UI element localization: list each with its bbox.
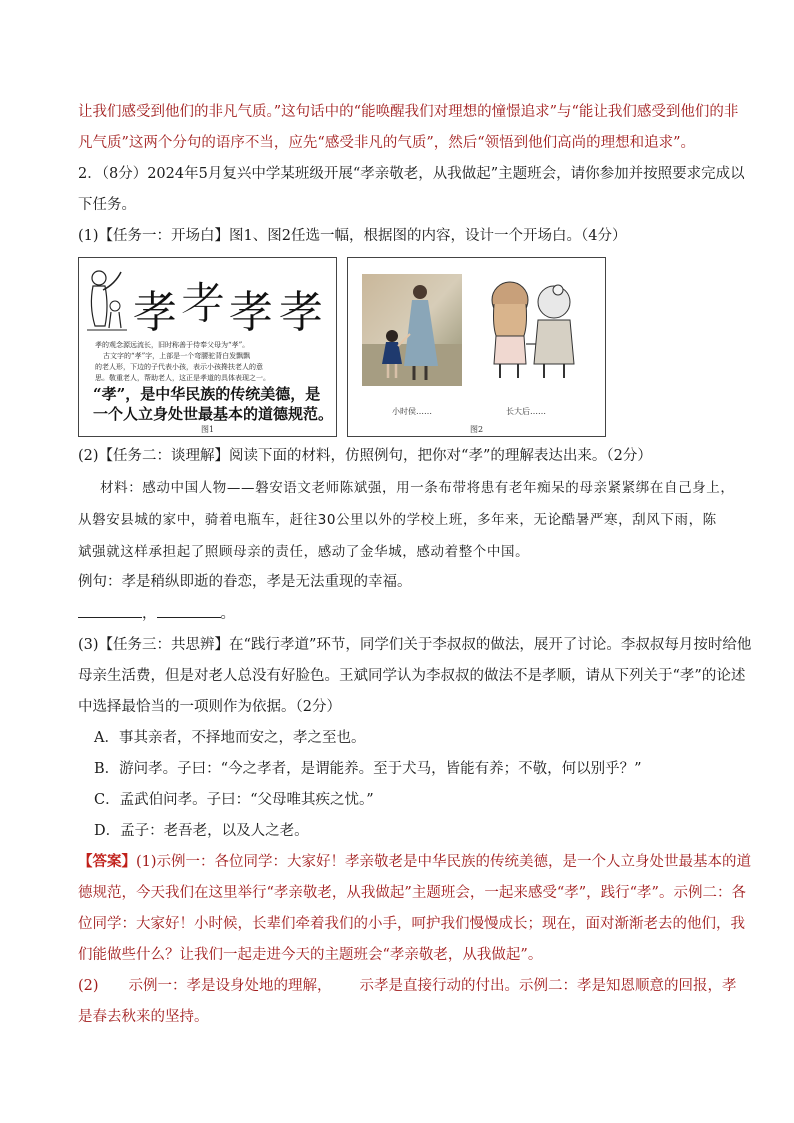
- task2-prompt: (2)【任务二：谈理解】阅读下面的材料，仿照例句，把你对“孝”的理解表达出来。（2分）: [78, 448, 652, 464]
- answer-part-2-label: (2): [78, 978, 99, 994]
- blank-2[interactable]: [157, 605, 221, 618]
- prev-answer-line-2: 凡气质”这两个分句的语序不当，应先“感受非凡的气质”，然后“领悟到他们高尚的理想和追求”。: [78, 135, 696, 151]
- answer-text-1: (1)示例一：各位同学：大家好！孝亲敬老是中华民族的传统美德，是一个人立身处世最基本的道: [136, 854, 752, 870]
- option-c: C．孟武伯问孝。子曰：“父母唯其疾之忧。”: [94, 792, 374, 808]
- answer-example-1: 示例一：孝是设身处地的理解，: [128, 978, 332, 994]
- fig1-small-text-2: 古文字的“孝”字，上部是一个弯腰驼背白发飘飘: [103, 352, 251, 360]
- figure-1: [78, 257, 337, 437]
- answer-line-2: 德规范，今天我们在这里举行“孝亲敬老，从我做起”主题班会，一起来感受“孝”，践行“孝”。示例二：各: [78, 885, 746, 901]
- seal-char-4: 孝: [279, 287, 323, 338]
- mother-daughter-photo: [362, 274, 462, 386]
- question-stem-line-2: 下任务。: [78, 197, 136, 213]
- blank-separator: ，: [142, 606, 157, 622]
- answer-example-2: 示孝是直接行动的付出。示例二：孝是知恩顺意的回报，孝: [359, 978, 737, 994]
- answer-tag: 【答案】: [78, 853, 136, 870]
- option-d: D．孟子：老吾老，以及人之老。: [94, 823, 309, 839]
- example-sentence: 例句：孝是稍纵即逝的眷恋，孝是无法重现的幸福。: [78, 574, 412, 590]
- task3-line-2: 母亲生活费，但是对老人总没有好脸色。王斌同学认为李叔叔的做法不是孝顺，请从下列关于“孝”的论述: [78, 668, 746, 684]
- fig1-small-text-1: 孝的观念源远流长，旧时称善于侍奉父母为“孝”。: [95, 341, 250, 349]
- grown-daughter-elder-illustration: [476, 274, 584, 384]
- answer-line-5: [78, 976, 737, 996]
- task1-prompt: (1)【任务一：开场白】图1、图2任选一幅，根据图的内容，设计一个开场白。（4分）: [78, 228, 627, 244]
- figure-2: [347, 257, 606, 437]
- fig1-small-text-3: 的老人形，下边的子代表小孩，表示小孩搀扶老人的意: [95, 363, 263, 371]
- fig2-label-childhood: 小时侯……: [392, 407, 432, 416]
- answer-line-6: 是春去秋来的坚持。: [78, 1009, 209, 1025]
- answer-blanks: [78, 604, 235, 624]
- option-a: A．事其亲者，不择地而安之，孝之至也。: [94, 730, 366, 746]
- seal-char-1: 孝: [133, 287, 177, 338]
- figure-2-caption: 图2: [470, 425, 484, 434]
- blank-end: 。: [220, 606, 235, 622]
- answer-line-4: 们能做些什么？让我们一起走进今天的主题班会“孝亲敬老，从我做起”。: [78, 947, 543, 963]
- fig1-big-text-2: 一个人立身处世最基本的道德规范。: [93, 405, 334, 423]
- figure-1-caption: 图1: [201, 425, 215, 434]
- task3-line-1: (3)【任务三：共思辨】在“践行孝道”环节，同学们关于李叔叔的做法，展开了讨论。李叔叔每月按时给他: [78, 637, 752, 653]
- answer-line-3: 位同学：大家好！小时候，长辈们牵着我们的小手，呵护我们慢慢成长；现在，面对渐渐老去的他们，我: [78, 916, 745, 932]
- question-stem-line-1: 2．（8分）2024年5月复兴中学某班级开展“孝亲敬老，从我做起”主题班会，请你参加并按照要求完成以: [78, 166, 745, 182]
- material-line-1: 材料：感动中国人物——磐安语文老师陈斌强，用一条布带将患有老年痴呆的母亲紧紧绑在自己身上，: [100, 480, 735, 496]
- option-b: B．游问孝。子曰：“今之孝者，是谓能养。至于犬马，皆能有养；不敬，何以别乎？”: [94, 761, 642, 777]
- fig1-small-text-4: 思。敬重老人，帮助老人，这正是孝道的具体表现之一。: [95, 374, 270, 382]
- prev-answer-line-1: 让我们感受到他们的非凡气质。”这句话中的“能唤醒我们对理想的憧憬追求”与“能让我们感受到他们的非: [78, 104, 739, 120]
- answer-line-1: [78, 852, 751, 872]
- fig1-big-text-1: “孝”，是中华民族的传统美德，是: [93, 385, 321, 403]
- elder-child-illustration: [85, 266, 129, 334]
- material-line-3: 斌强就这样承担起了照顾母亲的责任，感动了金华城，感动着整个中国。: [78, 544, 530, 560]
- task3-line-3: 中选择最恰当的一项则作为依据。（2分）: [78, 699, 341, 715]
- seal-char-2: 𦒱: [181, 279, 225, 330]
- fig2-label-grown-up: 长大后……: [506, 407, 546, 416]
- blank-1[interactable]: [78, 605, 142, 618]
- seal-char-3: 孝: [229, 287, 273, 338]
- material-line-2: 从磐安县城的家中，骑着电瓶车，赶往30公里以外的学校上班，多年来，无论酷暑严寒，刮风下雨，陈: [78, 512, 717, 528]
